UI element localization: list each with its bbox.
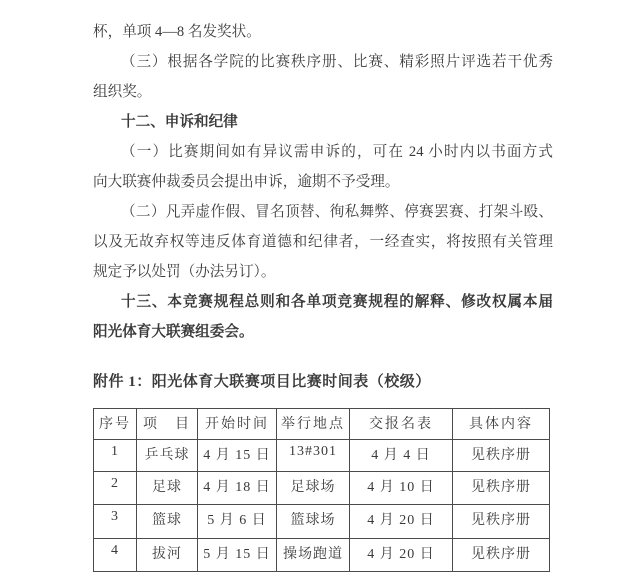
body-line: 杯，单项 4—8 名发奖状。 [93, 24, 261, 40]
body-line: 以及无故弃权等违反体育道德和纪律者，一经查实，将按照有关管理 [93, 234, 553, 250]
body-line: 阳光体育大联赛组委会。 [93, 324, 254, 340]
cell-event: 乒乓球 [137, 440, 198, 472]
cell-index: 2 [94, 472, 137, 505]
body-line: （二）凡弄虚作假、冒名顶替、徇私舞弊、停赛罢赛、打架斗殴、 [121, 204, 553, 220]
cell-index: 3 [94, 505, 137, 539]
cell-start-time: 5 月 6 日 [198, 505, 277, 539]
attachment-title: 附件 1：阳光体育大联赛项目比赛时间表（校级） [93, 374, 431, 390]
header-index: 序号 [94, 409, 137, 440]
table-header-row [94, 409, 550, 440]
cell-registration: 4 月 20 日 [350, 505, 453, 539]
table-row [94, 472, 550, 505]
cell-venue: 足球场 [277, 472, 350, 505]
body-line: 向大联赛仲裁委员会提出申诉，逾期不予受理。 [93, 174, 400, 190]
cell-registration: 4 月 10 日 [350, 472, 453, 505]
body-line: 规定予以处罚（办法另订）。 [93, 264, 276, 280]
cell-index: 1 [94, 440, 137, 472]
cell-event: 拔河 [137, 539, 198, 572]
body-line: （三）根据各学院的比赛秩序册、比赛、精彩照片评选若干优秀 [121, 54, 553, 70]
cell-start-time: 4 月 15 日 [198, 440, 277, 472]
header-details: 具体内容 [453, 409, 550, 440]
cell-event: 足球 [137, 472, 198, 505]
cell-details: 见秩序册 [453, 440, 550, 472]
cell-venue: 13#301 [277, 440, 350, 472]
section-heading-12: 十二、申诉和纪律 [121, 114, 238, 130]
cell-details: 见秩序册 [453, 539, 550, 572]
table-row [94, 505, 550, 539]
body-line: （一）比赛期间如有异议需申诉的，可在 24 小时内以书面方式 [121, 144, 553, 160]
cell-index: 4 [94, 539, 137, 572]
header-venue: 举行地点 [277, 409, 350, 440]
cell-start-time: 5 月 15 日 [198, 539, 277, 572]
cell-registration: 4 月 20 日 [350, 539, 453, 572]
header-event: 项 目 [137, 409, 198, 440]
cell-venue: 操场跑道 [277, 539, 350, 572]
cell-details: 见秩序册 [453, 472, 550, 505]
table-row [94, 440, 550, 472]
cell-event: 篮球 [137, 505, 198, 539]
header-registration: 交报名表 [350, 409, 453, 440]
cell-details: 见秩序册 [453, 505, 550, 539]
schedule-table [93, 408, 550, 572]
section-heading-13: 十三、本竞赛规程总则和各单项竞赛规程的解释、修改权属本届 [121, 294, 553, 310]
cell-registration: 4 月 4 日 [350, 440, 453, 472]
table-row [94, 539, 550, 572]
cell-venue: 篮球场 [277, 505, 350, 539]
header-start-time: 开始时间 [198, 409, 277, 440]
cell-start-time: 4 月 18 日 [198, 472, 277, 505]
body-line: 组织奖。 [93, 84, 152, 100]
